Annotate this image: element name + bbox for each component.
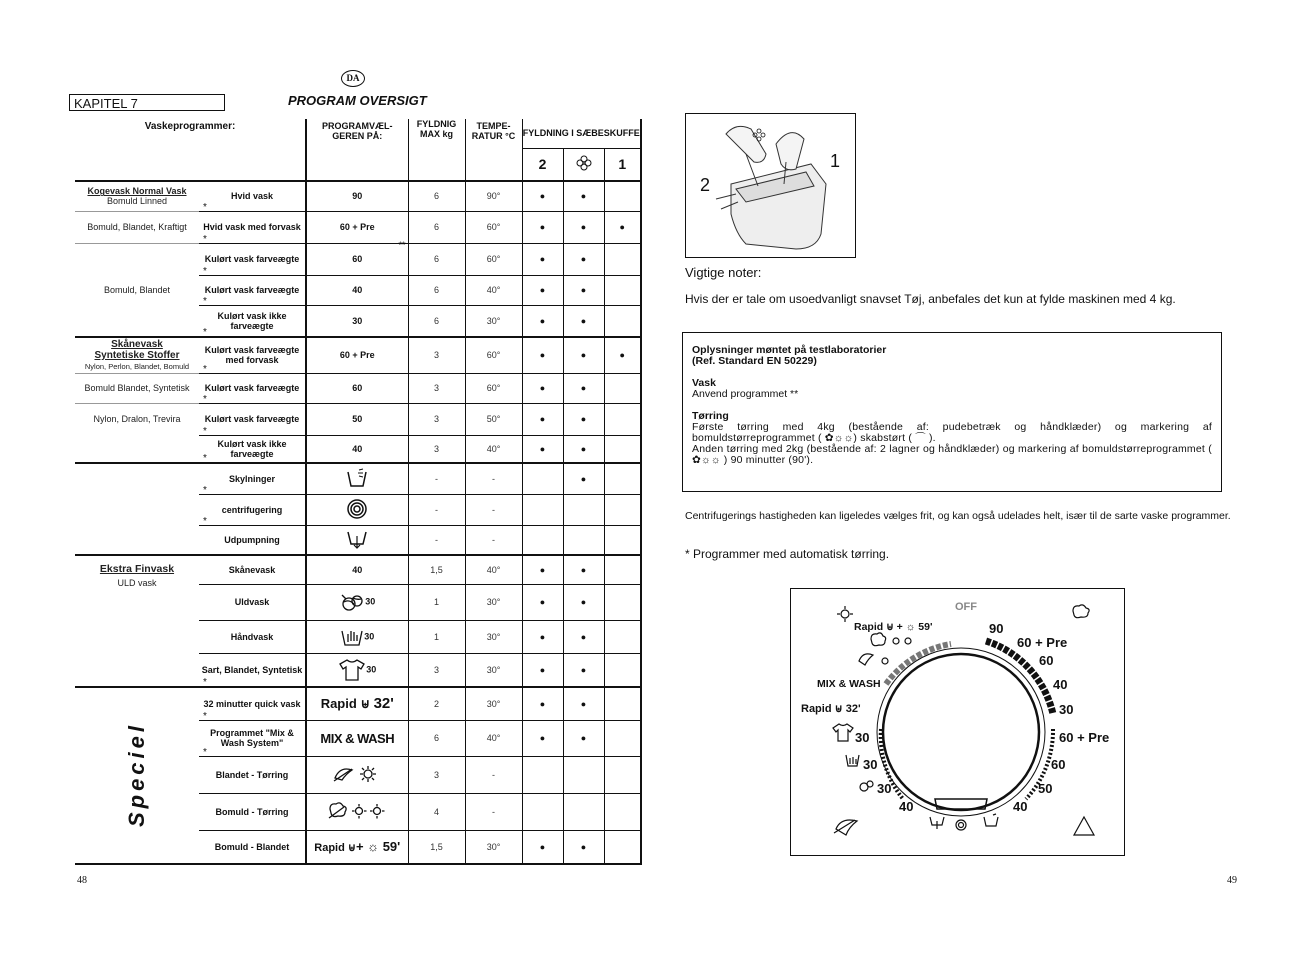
drain-icon [306, 525, 408, 555]
lab-wash-heading: Vask [692, 377, 716, 389]
program-name: Kulørt vask farveægte * [199, 275, 306, 305]
dot-comp2: ● [522, 403, 563, 435]
wool-icon [339, 596, 365, 606]
dot-flower: ● [563, 687, 604, 720]
dot-comp2: ● [522, 620, 563, 653]
sun-icon [837, 606, 853, 622]
dot-flower: ● [563, 435, 604, 463]
selector-value: MIX & WASH [306, 720, 408, 756]
load-value: 3 [408, 373, 465, 403]
dot-comp2: ● [522, 555, 563, 584]
program-name: Bomuld - Tørring [199, 793, 306, 830]
temp-value: - [465, 494, 522, 525]
dot-flower: ● [563, 555, 604, 584]
temp-value: 60° [465, 211, 522, 243]
header-detergent: FYLDNING I SÆBESKUFFE [522, 119, 641, 148]
load-value: 1,5 [408, 555, 465, 584]
dial-off: OFF [955, 601, 977, 613]
dial-label: Rapid ⊎ 32' [801, 703, 861, 715]
dot-flower: ● [563, 584, 604, 620]
cotton-icon [1073, 605, 1089, 618]
temp-value: 30° [465, 620, 522, 653]
handwash-icon [340, 631, 364, 641]
detergent-drawer-drawing [686, 114, 854, 256]
load-value: - [408, 525, 465, 555]
load-value: 2 [408, 687, 465, 720]
dot-comp2: ● [522, 830, 563, 864]
dot-flower: ● [563, 653, 604, 687]
dial-label: 30 [855, 730, 870, 745]
dot-comp2: ● [522, 275, 563, 305]
mixed-dry-icon [306, 756, 408, 793]
page-title: PROGRAM OVERSIGT [288, 93, 427, 108]
dial-label: MIX & WASH [817, 678, 881, 690]
load-value: 3 [408, 403, 465, 435]
dial-label: 60 + Pre [1017, 635, 1068, 650]
temp-value: 60° [465, 243, 522, 275]
temp-value: 50° [465, 403, 522, 435]
spin-icon [306, 494, 408, 525]
warning-icon [1074, 817, 1094, 835]
selector-value: 40 [306, 275, 408, 305]
group-label: Nylon, Dralon, Trevira [75, 403, 199, 463]
dot-flower: ● [563, 305, 604, 337]
selector-value: 30 [306, 620, 408, 653]
table-row [75, 555, 641, 584]
header-selector: PROGRAMVÆL-GEREN PÅ: [306, 119, 408, 181]
dial-label: 30 [863, 757, 878, 772]
dial-label: 30 [1059, 702, 1074, 717]
table-row [75, 243, 641, 275]
auto-dry-note: * Programmer med automatisk tørring. [685, 547, 890, 561]
table-row [75, 337, 641, 373]
selector-value: 40 [306, 555, 408, 584]
dot-flower: ● [563, 830, 604, 864]
header-programs: Vaskeprogrammer: [75, 119, 306, 181]
load-value: 6 [408, 275, 465, 305]
selector-value: 60 [306, 373, 408, 403]
notes-text: Hvis der er tale om usoedvanligt snavset Tøj, anbefales det kun at fylde maskinen med 4 kg. [685, 292, 1176, 306]
program-name: Kulørt vask ikke farveægte * [199, 435, 306, 463]
dot-flower: ● [563, 275, 604, 305]
header-load: FYLDNIG MAX kg [408, 119, 465, 181]
temp-value: 30° [465, 687, 522, 720]
group-special: Speciel [124, 721, 149, 828]
rinse-icon [984, 814, 998, 826]
dot-comp2: ● [522, 584, 563, 620]
load-value: - [408, 494, 465, 525]
group-title: Syntetiske Stoffer [94, 349, 180, 361]
program-name: Kulørt vask ikke farveægte * [199, 305, 306, 337]
load-value: 1 [408, 584, 465, 620]
lab-dry-text-1: Første tørring med 4kg (bestående af: pudebetræk og håndklæder) og markering af bomuldstørreprogrammet ( ✿☼☼) skabstørt ( ⌒ ). [692, 421, 1212, 444]
load-value: 1,5 [408, 830, 465, 864]
temp-value: 60° [465, 337, 522, 373]
lab-info-box [682, 332, 1222, 492]
selector-value: 30 [306, 653, 408, 687]
selector-value: 60 + Pre [306, 211, 408, 243]
selector-value: 30 [306, 305, 408, 337]
dot-comp2: ● [522, 181, 563, 211]
lab-dry-heading: Tørring [692, 410, 729, 422]
temp-value: - [465, 793, 522, 830]
program-name: Blandet - Tørring [199, 756, 306, 793]
dial-label: 60 [1051, 757, 1066, 772]
temp-value: - [465, 525, 522, 555]
chapter-label: KAPITEL 7 [69, 94, 225, 111]
table-row [75, 181, 641, 211]
dot-flower: ● [563, 337, 604, 373]
shirt-icon [338, 664, 366, 674]
page-number-left: 48 [77, 875, 87, 886]
program-name: Skylninger * [199, 463, 306, 494]
dial-label: 30 [877, 781, 892, 796]
program-name: 32 minutter quick vask * [199, 687, 306, 720]
selector-value: 50 [306, 403, 408, 435]
program-name: Programmet "Mix & Wash System" * [199, 720, 306, 756]
program-name: Uldvask [199, 584, 306, 620]
group-sub: Nylon, Perlon, Blandet, Bomuld [84, 361, 190, 371]
cotton-dry-icon [306, 793, 408, 830]
selector-value: Rapid ⊎+ ☼ 59' [306, 830, 408, 864]
group-sub: Bomuld Linned [106, 196, 168, 207]
group-title: Kogevask Normal Vask [87, 186, 187, 197]
selector-value: 40 [306, 435, 408, 463]
program-dial-drawing [791, 589, 1123, 854]
load-value: - [408, 463, 465, 494]
temp-value: 40° [465, 275, 522, 305]
dot-flower: ● [563, 620, 604, 653]
selector-value: 60 ** [306, 243, 408, 275]
mixed-dry-icon [859, 654, 888, 665]
detergent-drawer-illustration [685, 113, 856, 258]
load-value: 3 [408, 756, 465, 793]
wool-icon [860, 781, 873, 791]
temp-value: 60° [465, 373, 522, 403]
temp-value: 40° [465, 555, 522, 584]
page-number-right: 49 [1227, 875, 1237, 886]
dot-flower: ● [563, 373, 604, 403]
handwash-icon [846, 755, 859, 766]
header-comp1: 1 [604, 148, 641, 181]
group-sub: ULD vask [117, 578, 157, 588]
temp-value: 40° [465, 720, 522, 756]
temp-value: 30° [465, 584, 522, 620]
dot-comp2: ● [522, 653, 563, 687]
dot-comp2: ● [522, 720, 563, 756]
program-name: centrifugering * [199, 494, 306, 525]
table-row [75, 403, 641, 435]
dot-comp2: ● [522, 337, 563, 373]
load-value: 6 [408, 720, 465, 756]
temp-value: 30° [465, 305, 522, 337]
lab-standard: (Ref. Standard EN 50229) [692, 355, 817, 367]
dot-comp2: ● [522, 373, 563, 403]
header-comp2: 2 [522, 148, 563, 181]
dial-label: 60 [1039, 653, 1054, 668]
table-row [75, 211, 641, 243]
temp-value: - [465, 463, 522, 494]
dial-label: 90 [989, 621, 1004, 636]
load-value: 6 [408, 181, 465, 211]
group-label: Bomuld, Blandet, Kraftigt [75, 211, 199, 243]
shirt-icon [833, 724, 853, 741]
load-value: 4 [408, 793, 465, 830]
dial-label: 40 [1053, 677, 1068, 692]
dot-comp2: ● [522, 211, 563, 243]
selector-value: 90 [306, 181, 408, 211]
flower-icon [563, 148, 604, 181]
dot-comp2: ● [522, 243, 563, 275]
spin-speed-note: Centrifugerings hastigheden kan ligeledes vælges frit, og kan også udelades helt, især til de sarte vaske programmer. [685, 510, 1231, 522]
drawer-label-2: 2 [700, 175, 711, 195]
load-value: 6 [408, 243, 465, 275]
dot-comp2: ● [522, 435, 563, 463]
language-badge: DA [341, 70, 365, 87]
lab-title: Oplysninger møntet på testlaboratorier [692, 344, 887, 356]
group-title: Ekstra Finvask [99, 563, 175, 575]
selector-value: 60 + Pre [306, 337, 408, 373]
dot-comp2: ● [522, 305, 563, 337]
group-label: Bomuld, Blandet [75, 243, 199, 337]
program-name: Hvid vask * [199, 181, 306, 211]
cotton-dry-icon [871, 633, 911, 646]
program-dial [790, 588, 1125, 856]
load-value: 3 [408, 435, 465, 463]
load-value: 1 [408, 620, 465, 653]
dial-label: 50 [1038, 781, 1053, 796]
program-name: Kulørt vask farveægte med forvask * [199, 337, 306, 373]
program-name: Bomuld - Blandet [199, 830, 306, 864]
dial-label: 60 + Pre [1059, 730, 1110, 745]
notes-title: Vigtige noter: [685, 265, 762, 280]
dot-flower: ● [563, 463, 604, 494]
table-row [75, 463, 641, 494]
program-name: Håndvask [199, 620, 306, 653]
program-name: Kulørt vask farveægte * [199, 403, 306, 435]
header-temp: TEMPE-RATUR °C [465, 119, 522, 181]
temp-value: - [465, 756, 522, 793]
lab-dry-text-2: Anden tørring med 2kg (bestående af: 2 lagner og håndklæder) og markering af bomuldstørreprogrammet ( ✿☼☼ ) 90 minutter (90'). [692, 443, 1212, 466]
drawer-label-1: 1 [830, 151, 841, 171]
selector-value: 30 [306, 584, 408, 620]
program-name: Skånevask [199, 555, 306, 584]
feather-icon [834, 820, 857, 835]
load-value: 3 [408, 653, 465, 687]
table-row [75, 687, 641, 720]
temp-value: 30° [465, 830, 522, 864]
dot-flower: ● [563, 181, 604, 211]
dial-label: Rapid ⊎ + ☼ 59' [854, 621, 933, 633]
temp-value: 40° [465, 435, 522, 463]
load-value: 3 [408, 337, 465, 373]
dot-comp1: ● [604, 337, 641, 373]
dial-label: 40 [899, 799, 914, 814]
dot-flower: ● [563, 403, 604, 435]
dot-flower: ● [563, 243, 604, 275]
dot-comp1: ● [604, 211, 641, 243]
tub-icon: ⊎ [347, 842, 356, 855]
dot-flower: ● [563, 720, 604, 756]
group-label: Bomuld Blandet, Syntetisk [75, 373, 199, 403]
table-row [75, 373, 641, 403]
program-name: Udpumpning [199, 525, 306, 555]
program-name: Sart, Blandet, Syntetisk * [199, 653, 306, 687]
rinse-icon [306, 463, 408, 494]
dot-comp2: ● [522, 687, 563, 720]
group-title: Skånevask [111, 338, 163, 350]
program-name: Kulørt vask farveægte * [199, 373, 306, 403]
temp-value: 90° [465, 181, 522, 211]
temp-value: 30° [465, 653, 522, 687]
program-table [75, 119, 642, 865]
program-name: Hvid vask med forvask * [199, 211, 306, 243]
tub-icon: ⊎ [360, 696, 370, 712]
lab-wash-text: Anvend programmet ** [692, 388, 799, 400]
load-value: 6 [408, 305, 465, 337]
load-value: 6 [408, 211, 465, 243]
dot-flower: ● [563, 211, 604, 243]
spin-icon [956, 820, 966, 830]
drain-icon [930, 817, 944, 829]
dial-label: 40 [1013, 799, 1028, 814]
program-name: Kulørt vask farveægte * [199, 243, 306, 275]
selector-value: Rapid ⊎ 32' [306, 687, 408, 720]
